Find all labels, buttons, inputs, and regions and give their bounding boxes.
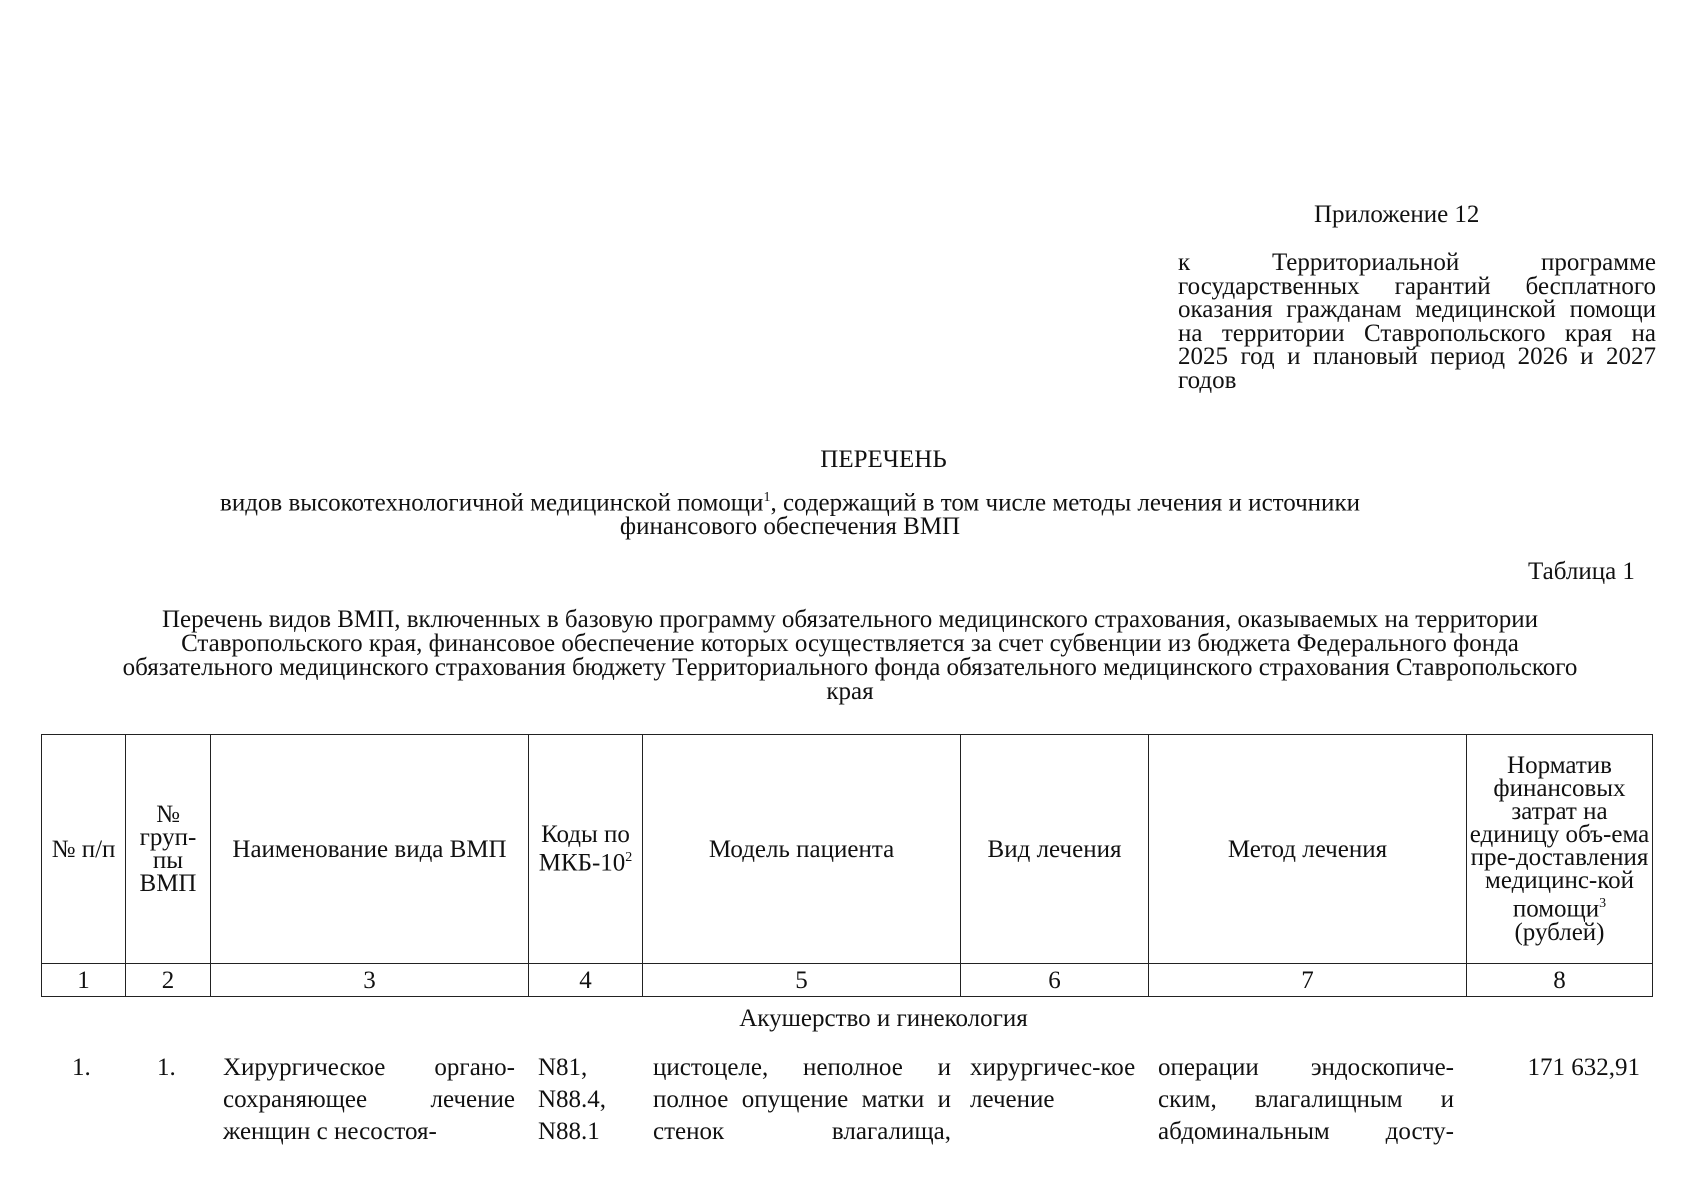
row-name: Хирургическое органо-сохраняющее лечение женщин с несостоя- xyxy=(223,1054,515,1145)
header-codes-text: Коды по МКБ-10 xyxy=(538,821,630,877)
column-number: 1 xyxy=(42,964,126,997)
table-label: Таблица 1 xyxy=(1528,558,1635,585)
header-col-treatment-type: Вид лечения xyxy=(961,735,1149,964)
row-patient-model: цистоцеле, неполное и полное опущение матки и стенок влагалища, xyxy=(653,1054,951,1145)
header-cost-unit: (рублей) xyxy=(1514,918,1605,946)
header-col-num: № п/п xyxy=(42,735,126,964)
header-col-cost xyxy=(1467,735,1653,964)
row-code: N88.4, xyxy=(538,1086,607,1113)
subtitle-part2: , содержащий в том числе методы лечения и источники финансового обеспечения ВМП xyxy=(619,489,1360,541)
appendix-text: к Территориальной программе государственных гарантий бесплатного оказания гражданам медицинской помощи на территории Ставропольского края на 2025 год и плановый период 2026 и 2027 годов xyxy=(1178,249,1656,394)
header-col-method: Метод лечения xyxy=(1149,735,1467,964)
column-number: 5 xyxy=(643,964,961,997)
column-number: 8 xyxy=(1467,964,1653,997)
header-col-name: Наименование вида ВМП xyxy=(211,735,529,964)
column-number-row xyxy=(42,964,1653,997)
header-col-patient-model: Модель пациента xyxy=(643,735,961,964)
document-subtitle xyxy=(200,486,1380,539)
footnote-ref-1: 1 xyxy=(763,490,771,505)
footnote-ref-2: 2 xyxy=(625,850,633,866)
header-col-codes xyxy=(529,735,643,964)
header-col-group: № груп-пы ВМП xyxy=(126,735,211,964)
subtitle-part1: видов высокотехнологичной медицинской помощи xyxy=(220,489,764,517)
column-number: 7 xyxy=(1149,964,1467,997)
row-codes xyxy=(538,1052,638,1148)
column-number: 2 xyxy=(126,964,211,997)
column-number: 3 xyxy=(211,964,529,997)
header-cost-text: Норматив финансовых затрат на единицу объ-ема пре-доставления медицинс-кой помощи xyxy=(1469,752,1650,923)
document-title: ПЕРЕЧЕНЬ xyxy=(820,446,947,473)
column-number: 6 xyxy=(961,964,1149,997)
header-table xyxy=(41,734,1653,997)
row-cost: 171 632,91 xyxy=(1527,1054,1640,1081)
column-number: 4 xyxy=(529,964,643,997)
appendix-title: Приложение 12 xyxy=(1314,201,1480,228)
section-title: Акушерство и гинекология xyxy=(739,1005,1028,1032)
table-caption: Перечень видов ВМП, включенных в базовую программу обязательного медицинского страхования, оказываемых на территории Ставропольского края, финансовое обеспечение которых осуществляется за счет субвенции из бюджета Федерального фонда обязательного медицинского страхования бюджету Территориального фонда обязательного медицинского страхования Ставропольского края xyxy=(122,606,1578,705)
footnote-ref-3: 3 xyxy=(1599,896,1607,912)
row-code: N88.1 xyxy=(538,1118,600,1145)
row-code: N81, xyxy=(538,1054,588,1081)
row-num: 1. xyxy=(72,1054,91,1081)
row-method: операции эндоскопиче-ским, влагалищным и абдоминальным досту- xyxy=(1158,1054,1454,1145)
header-row xyxy=(42,735,1653,964)
row-treatment-type: хирургичес-кое лечение xyxy=(970,1054,1136,1113)
row-group: 1. xyxy=(157,1054,176,1081)
